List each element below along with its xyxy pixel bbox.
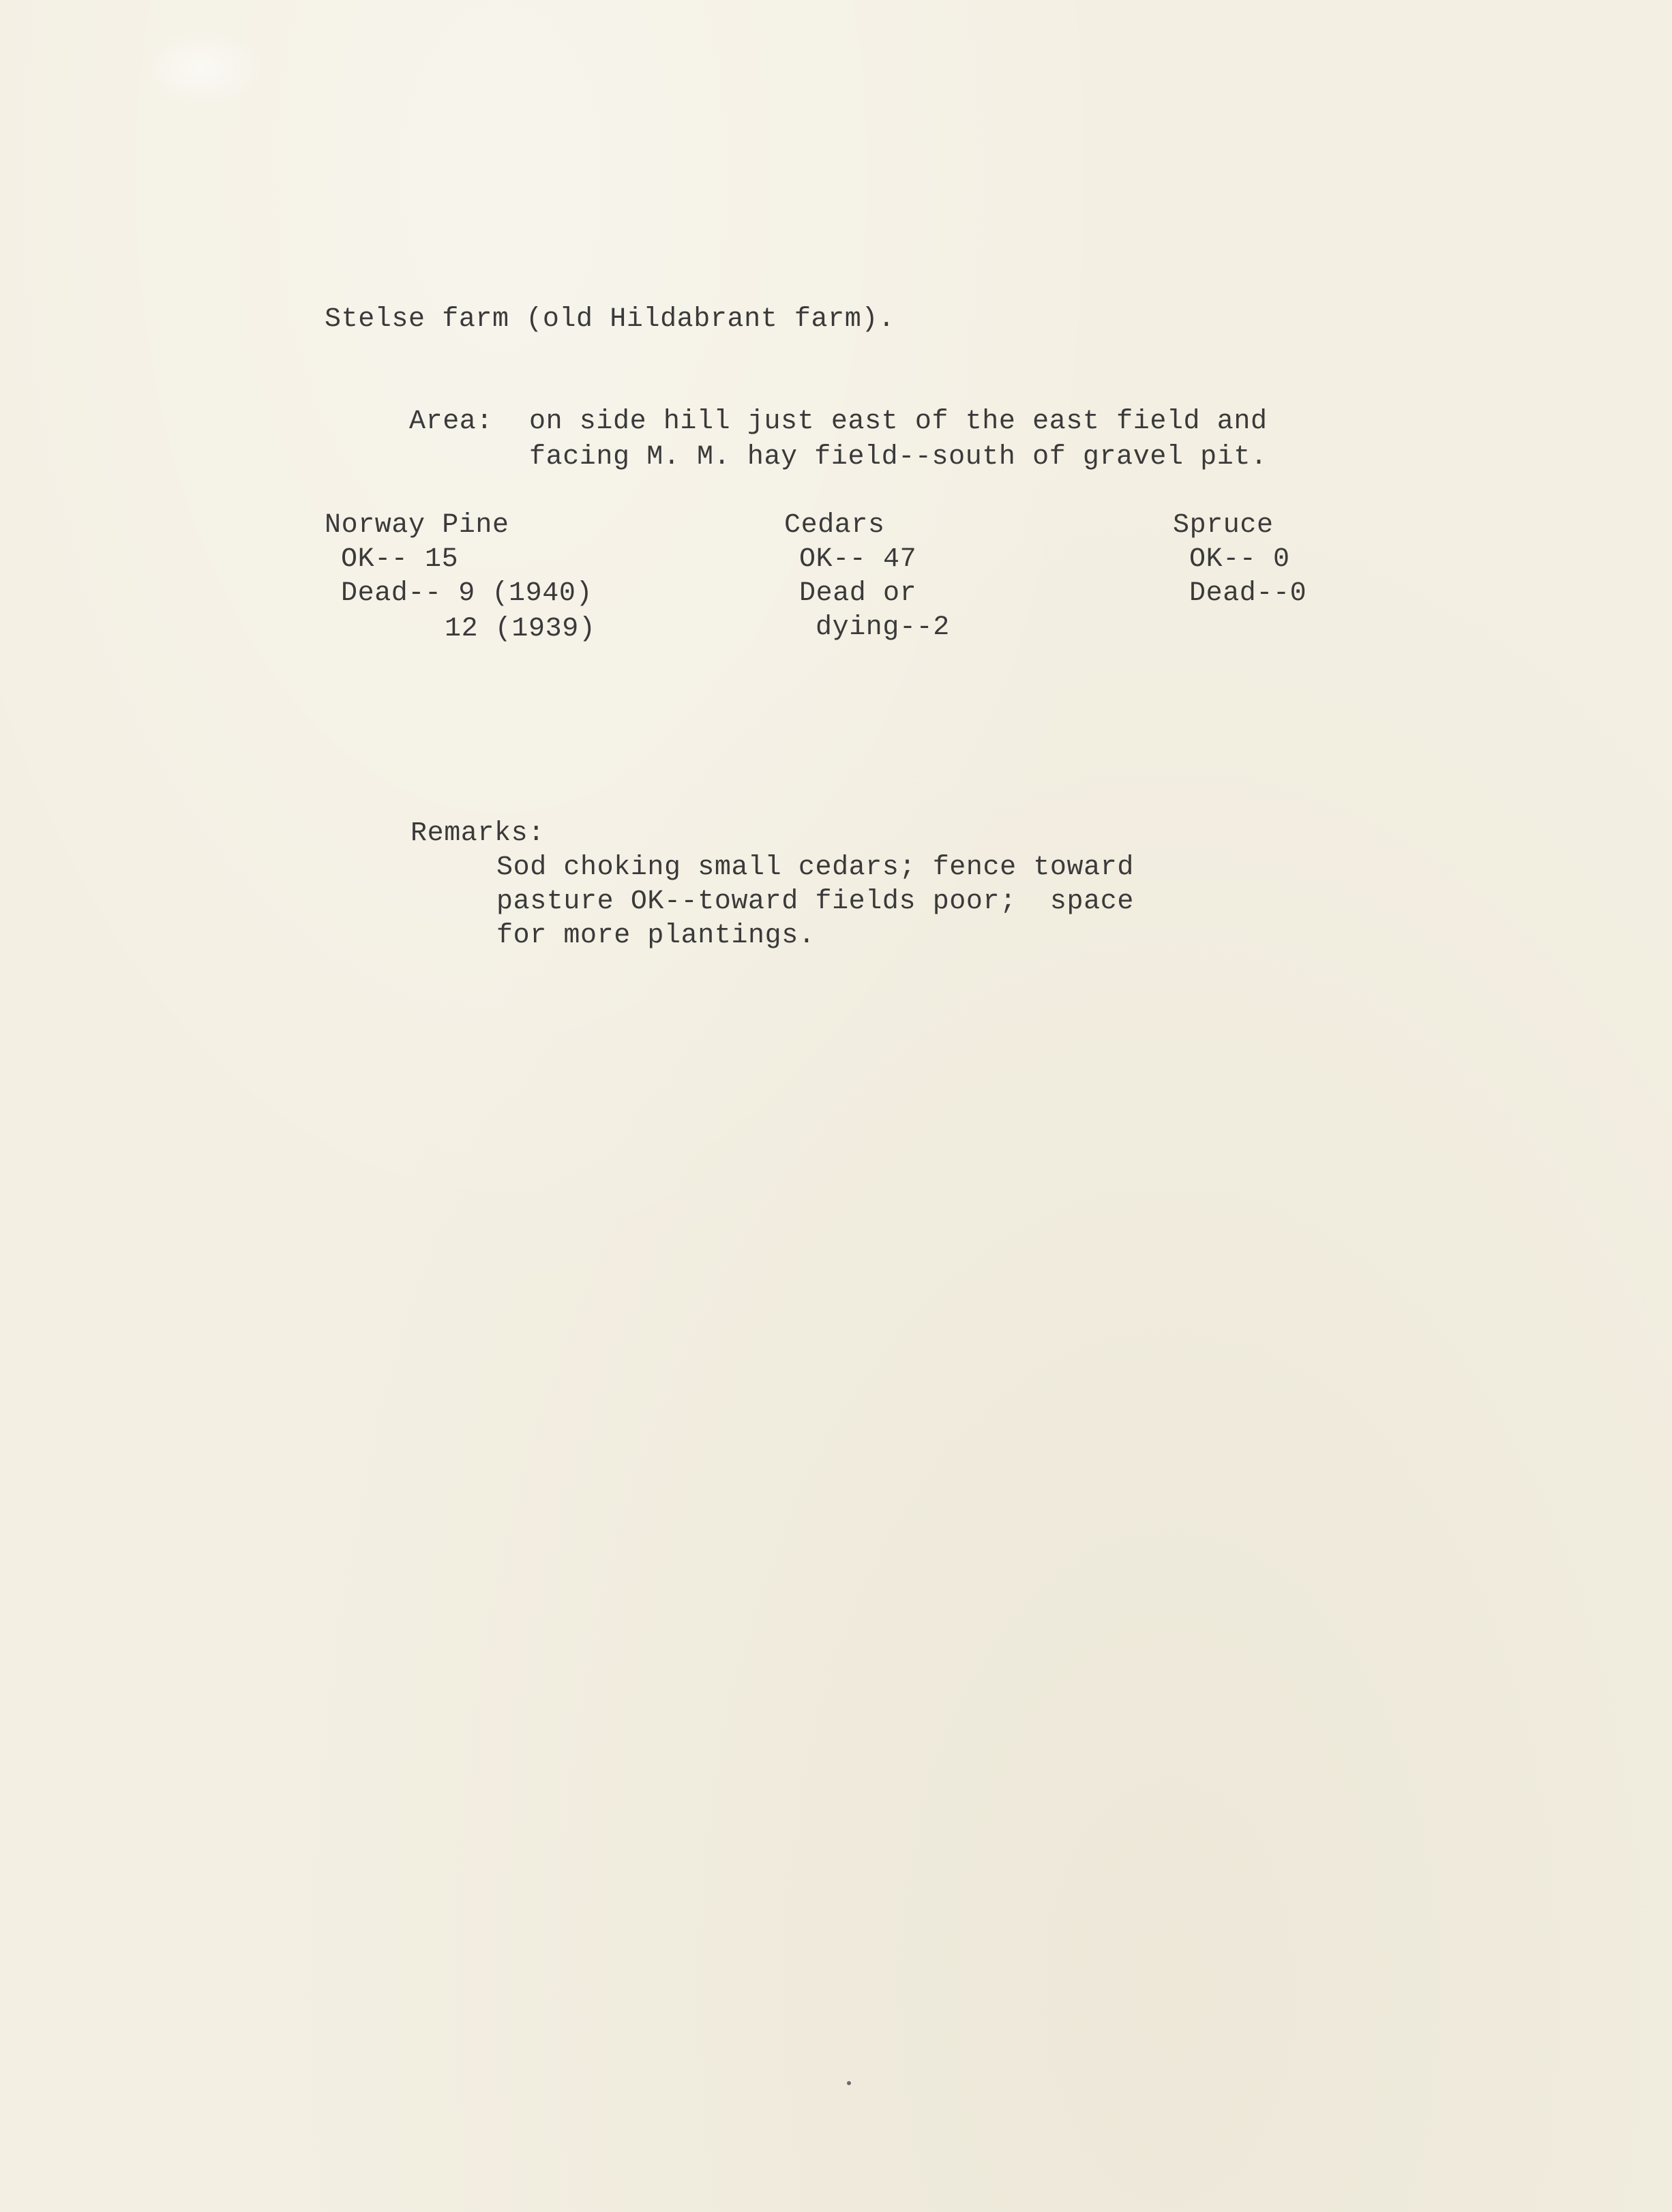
- norway-pine-dead-1940: Dead-- 9 (1940): [341, 578, 593, 609]
- paper-mark: [136, 27, 266, 109]
- page-title: Stelse farm (old Hildabrant farm).: [325, 304, 895, 335]
- cedars-title: Cedars: [784, 510, 885, 541]
- remarks-line-1: Sod choking small cedars; fence toward: [496, 852, 1134, 883]
- norway-pine-title: Norway Pine: [325, 510, 509, 541]
- remarks-line-3: for more plantings.: [496, 921, 816, 951]
- area-label: Area:: [409, 406, 494, 437]
- spruce-dead: Dead--0: [1189, 578, 1307, 609]
- paper-speck: [847, 2081, 851, 2085]
- remarks-line-2: pasture OK--toward fields poor; space: [496, 886, 1134, 917]
- cedars-dead-line-2: dying--2: [816, 612, 950, 643]
- spruce-ok: OK-- 0: [1189, 544, 1290, 575]
- cedars-dead-line-1: Dead or: [799, 578, 917, 609]
- norway-pine-ok: OK-- 15: [341, 544, 459, 575]
- cedars-ok: OK-- 47: [799, 544, 917, 575]
- remarks-label: Remarks:: [410, 818, 545, 849]
- area-line-2: facing M. M. hay field--south of gravel pit.: [529, 442, 1268, 473]
- norway-pine-dead-1939: 12 (1939): [445, 614, 596, 644]
- spruce-title: Spruce: [1173, 510, 1274, 541]
- area-line-1: on side hill just east of the east field and: [529, 406, 1268, 437]
